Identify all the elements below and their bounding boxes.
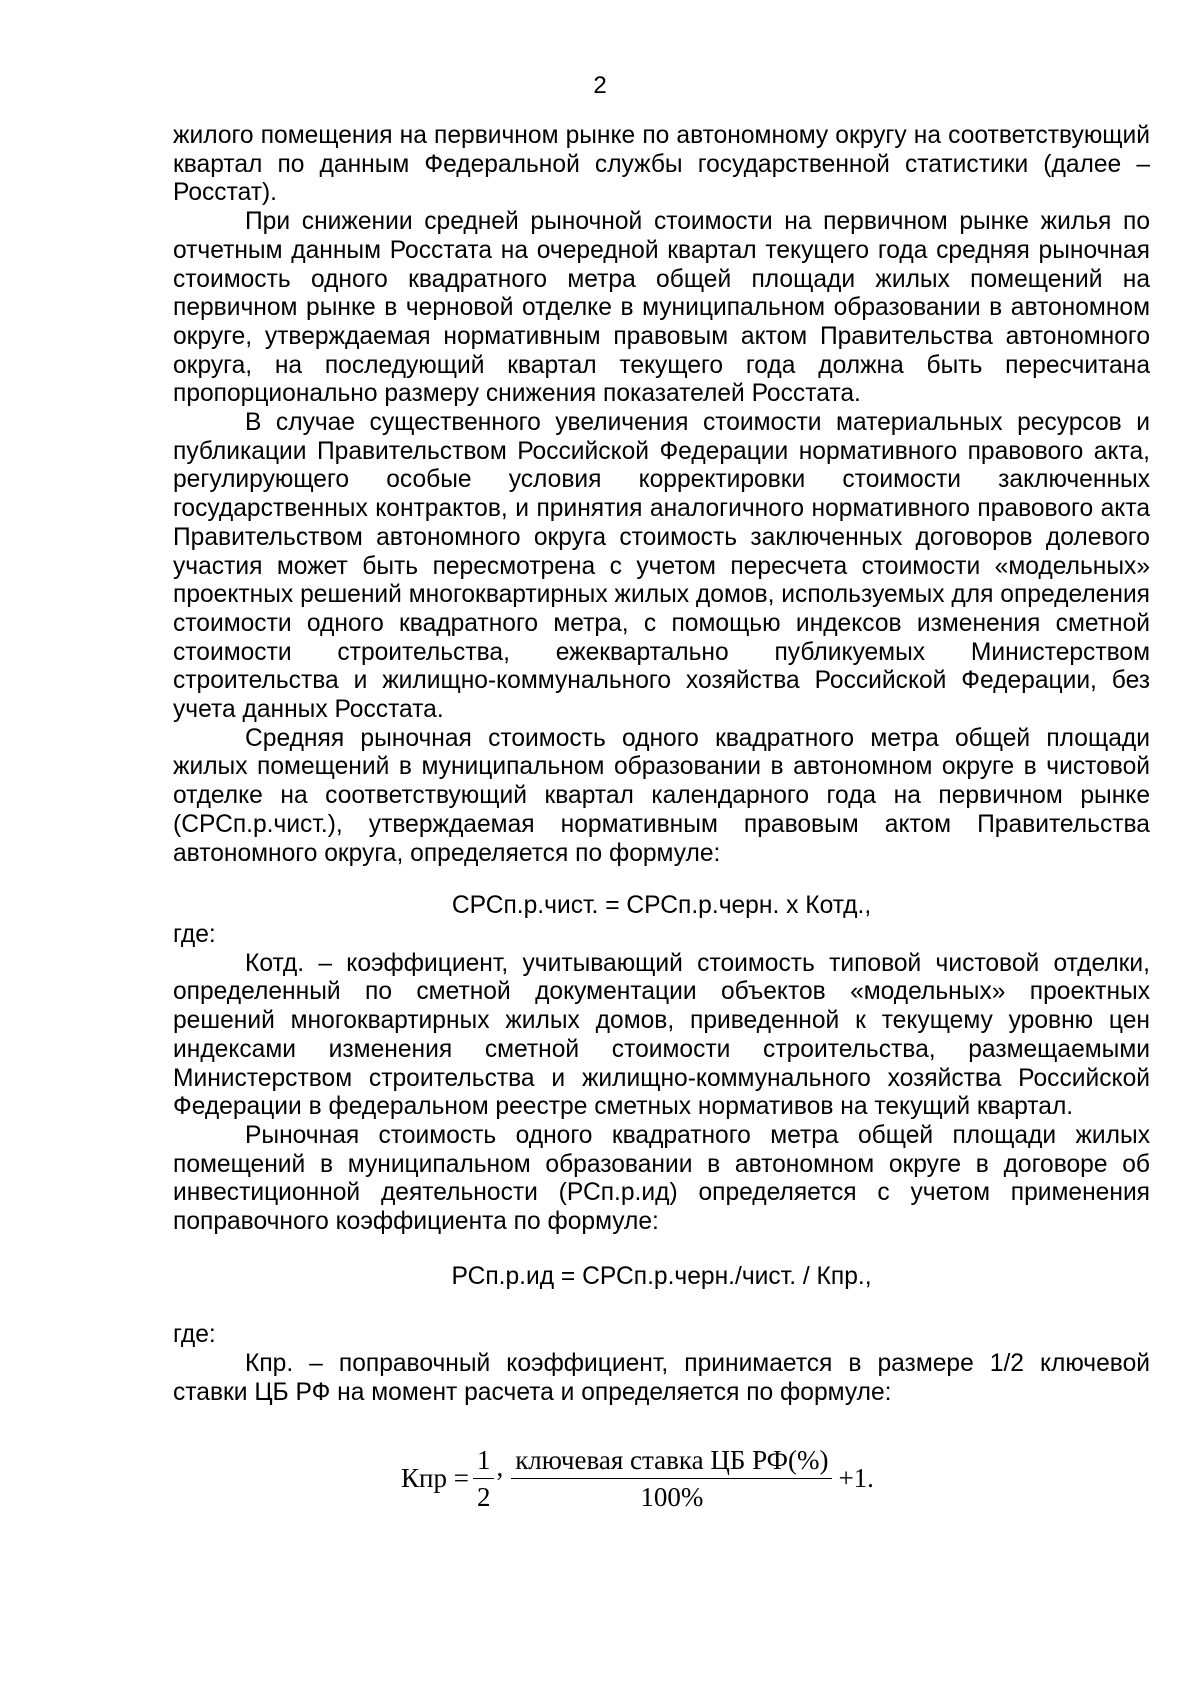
fraction-half-numerator: 1 <box>473 1444 495 1479</box>
spacer <box>173 868 1150 892</box>
fraction-rate-numerator: ключевая ставка ЦБ РФ(%) <box>511 1444 832 1479</box>
paragraph-3: В случае существенного увеличения стоимости материальных ресурсов и публикации Правительством Российской Федерации нормативного правового акта, регулирующего особые условия корректировки стоимости заключенных государственных контрактов, и принятия аналогичного нормативного правового акта Правительством автономного округа стоимость заключенных договоров долевого участия может быть пересмотрена с учетом пересчета стоимости «модельных» проектных решений многоквартирных жилых домов, используемых для определения стоимости одного квадратного метра, с помощью индексов изменения сметной стоимости строительства, ежеквартально публикуемых Министерством строительства и жилищно-коммунального хозяйства Российской Федерации, без учета данных Росстата. <box>173 409 1150 724</box>
paragraph-2: При снижении средней рыночной стоимости на первичном рынке жилья по отчетным данным Росстата на очередной квартал текущего года средняя рыночная стоимость одного квадратного метра общей площади жилых помещений на первичном рынке в черновой отделке в муниципальном образовании в автономном округе, утверждаемая нормативным правовым актом Правительства автономного округа, на последующий квартал текущего года должна быть пересчитана пропорционально размеру снижения показателей Росстата. <box>173 208 1150 408</box>
formula-kpr-lhs: Кпр = <box>401 1463 469 1494</box>
paragraph-7: Кпр. – поправочный коэффициент, принимается в размере 1/2 ключевой ставки ЦБ РФ на момент расчета и определяется по формуле: <box>173 1350 1150 1406</box>
page-number: 2 <box>593 72 607 99</box>
paragraph-1: жилого помещения на первичном рынке по автономному округу на соответствующий квартал по данным Федеральной службы государственной статистики (далее – Росстат). <box>173 122 1150 207</box>
where-label: где: <box>173 1321 216 1349</box>
formula-rs-id: РСп.р.ид = СРСп.р.черн./чист. / Кпр., <box>451 1262 872 1290</box>
paragraph-4: Средняя рыночная стоимость одного квадратного метра общей площади жилых помещений в муниципальном образовании в автономном округе в чистовой отделке на соответствующий квартал календарного года на первичном рынке (СРСп.р.чист.), утверждаемая нормативным правовым актом Правительства автономного округа, определяется по формуле: <box>173 724 1150 867</box>
where-label: где: <box>173 920 216 948</box>
spacer <box>173 1291 1150 1321</box>
formula-kpr <box>401 1444 1150 1513</box>
fraction-half-denominator: 2 <box>476 1481 491 1512</box>
formula-srs-chist: СРСп.р.чист. = СРСп.р.черн. х Котд., <box>451 892 872 920</box>
formula-kpr-comma: , <box>496 1452 504 1483</box>
fraction-rate <box>511 1444 832 1513</box>
formula-kpr-tail: +1. <box>838 1463 874 1494</box>
spacer <box>173 1237 1150 1263</box>
paragraph-5: Котд. – коэффициент, учитывающий стоимость типовой чистовой отделки, определенный по сметной документации объектов «модельных» проектных решений многоквартирных жилых домов, приведенной к текущему уровню цен индексами изменения сметной стоимости строительства, размещаемыми Министерством строительства и жилищно-коммунального хозяйства Российской Федерации в федеральном реестре сметных нормативов на текущий квартал. <box>173 949 1150 1121</box>
fraction-rate-denominator: 100% <box>640 1481 704 1512</box>
fraction-half <box>473 1444 495 1513</box>
document-body <box>173 122 1150 1513</box>
paragraph-6: Рыночная стоимость одного квадратного метра общей площади жилых помещений в муниципальном образовании в автономном округе в договоре об инвестиционной деятельности (РСп.р.ид) определяется с учетом применения поправочного коэффициента по формуле: <box>173 1121 1150 1236</box>
spacer <box>173 1408 1150 1444</box>
